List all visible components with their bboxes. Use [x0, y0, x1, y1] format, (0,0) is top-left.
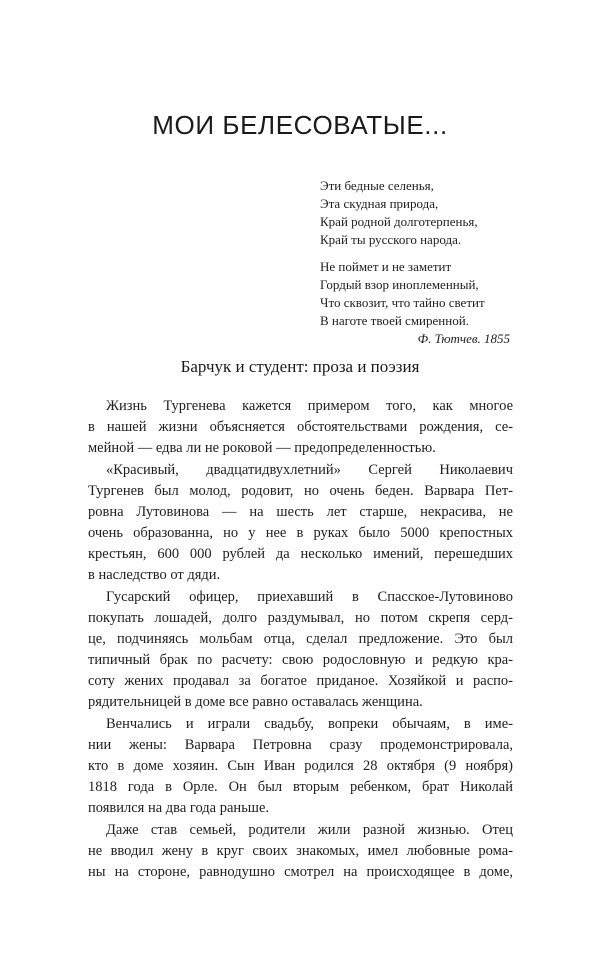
text-line: мейной — едва ли не роковой — предопределенностью.: [88, 440, 436, 456]
text-line: крестьян, 600 000 рублей да несколько имений, перешедших: [88, 546, 513, 562]
epigraph-stanza-2: [320, 258, 510, 330]
text-line: 1818 года в Орле. Он был вторым ребенком, брат Николай: [88, 779, 513, 795]
text-line: «Красивый, двадцатидвухлетний» Сергей Николаевич: [106, 462, 513, 478]
paragraph-4: [88, 714, 513, 819]
chapter-title: МОИ БЕЛЕСОВАТЫЕ...: [152, 110, 448, 140]
text-line: появился на два года раньше.: [88, 800, 270, 816]
text-line: Тургенев был молод, родовит, но очень беден. Варвара Пет-: [88, 483, 513, 499]
verse-line: Гордый взор иноплеменный,: [320, 277, 479, 292]
text-line: очень образованна, но у нее в руках было 5000 крепостных: [88, 525, 513, 541]
paragraph-1: [88, 396, 513, 459]
text-line: Гусарский офицер, приехавший в Спасское-Лутовиново: [106, 589, 513, 605]
text-line: нии жены: Варвара Петровна сразу продемонстрировала,: [88, 737, 513, 753]
text-line: ны на стороне, равнодушно смотрел на происходящее в доме,: [88, 864, 513, 880]
verse-line: Не поймет и не заметит: [320, 259, 452, 274]
text-line: Жизнь Тургенева кажется примером того, как многое: [106, 398, 513, 414]
text-line: не вводил жену в круг своих знакомых, имел любовные рома-: [88, 843, 513, 859]
text-line: Венчались и играли свадьбу, вопреки обычаям, в име-: [106, 716, 513, 732]
text-line: в наследство от дяди.: [88, 567, 221, 583]
text-line: рядительницей в доме все равно оставалась женщина.: [88, 694, 423, 710]
epigraph-attribution: Ф. Тютчев. 1855: [417, 331, 510, 346]
text-line: соту жених продавал за богатое приданое. Хозяйкой и распо-: [88, 673, 513, 689]
epigraph-stanza-1: [320, 177, 510, 249]
text-line: ровна Лутовинова — на шесть лет старше, некрасива, не: [88, 504, 513, 520]
verse-line: Край родной долготерпенья,: [320, 214, 478, 229]
verse-line: В наготе твоей смиренной.: [320, 313, 469, 328]
section-heading: Барчук и студент: проза и поэзия: [180, 357, 420, 376]
text-line: це, подчиняясь мольбам отца, сделал предложение. Это был: [88, 631, 513, 647]
text-line: кто в доме хозяин. Сын Иван родился 28 октября (9 ноября): [88, 758, 513, 774]
epigraph: [320, 177, 510, 348]
paragraph-2: [88, 460, 513, 586]
text-line: Даже став семьей, родители жили разной жизнью. Отец: [106, 822, 513, 838]
text-line: покупать лошадей, долго раздумывал, но потом скрепя серд-: [88, 610, 513, 626]
verse-line: Что сквозит, что тайно светит: [320, 295, 485, 310]
verse-line: Эта скудная природа,: [320, 196, 439, 211]
verse-line: Эти бедные селенья,: [320, 178, 434, 193]
text-line: типичный брак по расчету: свою родословную и редкую кра-: [88, 652, 513, 668]
text-line: в нашей жизни объясняется обстоятельствами рождения, се-: [88, 419, 513, 435]
paragraph-5: [88, 820, 513, 883]
body-text: [88, 396, 513, 884]
paragraph-3: [88, 587, 513, 713]
verse-line: Край ты русского народа.: [320, 232, 462, 247]
